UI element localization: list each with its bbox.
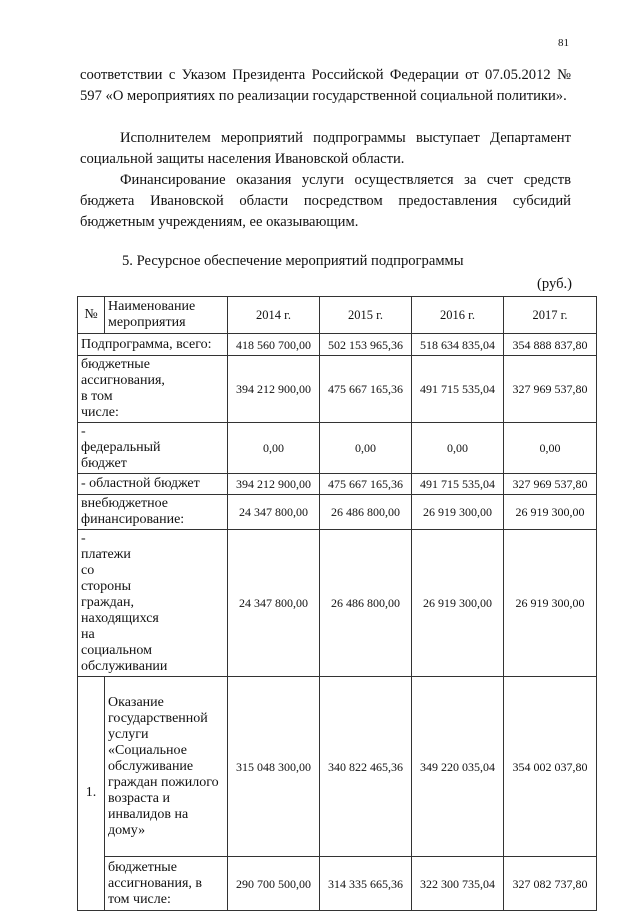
table-row bbox=[78, 495, 597, 530]
table-header-row bbox=[78, 297, 597, 334]
header-year: 2015 г. bbox=[320, 297, 412, 334]
cell-value: 315 048 300,00 bbox=[228, 677, 320, 857]
row-label-text: бюджетные ассигнования, в том числе: bbox=[81, 357, 165, 420]
cell-value: 327 969 537,80 bbox=[504, 474, 597, 495]
cell-value: 0,00 bbox=[320, 423, 412, 474]
paragraph: Финансирование оказания услуги осуществляется за счет средств бюджета Ивановской области посредством предоставления субсидий бюджетным учреждениям, ее оказывающим. bbox=[80, 172, 571, 230]
cell-value: 322 300 735,04 bbox=[412, 857, 504, 911]
currency-unit: (руб.) bbox=[537, 276, 573, 292]
cell-value: 24 347 800,00 bbox=[228, 495, 320, 530]
cell-value: 327 082 737,80 bbox=[504, 857, 597, 911]
cell-value: 24 347 800,00 bbox=[228, 530, 320, 677]
section-title: 5. Ресурсное обеспечение мероприятий подпрограммы bbox=[122, 253, 464, 269]
row-label bbox=[78, 530, 228, 677]
cell-value: 314 335 665,36 bbox=[320, 857, 412, 911]
table-row bbox=[78, 423, 597, 474]
cell-value: 518 634 835,04 bbox=[412, 334, 504, 356]
table-row bbox=[78, 530, 597, 677]
cell-value: 394 212 900,00 bbox=[228, 356, 320, 423]
paragraph: Исполнителем мероприятий подпрограммы выступает Департамент социальной защиты населения Ивановской области. bbox=[80, 130, 571, 167]
header-number: № bbox=[78, 297, 105, 334]
cell-value: 26 919 300,00 bbox=[412, 530, 504, 677]
cell-value: 26 919 300,00 bbox=[412, 495, 504, 530]
cell-value: 394 212 900,00 bbox=[228, 474, 320, 495]
cell-value: 26 919 300,00 bbox=[504, 495, 597, 530]
cell-value: 26 486 800,00 bbox=[320, 495, 412, 530]
cell-value: 26 486 800,00 bbox=[320, 530, 412, 677]
item-number bbox=[78, 677, 105, 911]
table-row bbox=[78, 857, 597, 911]
resource-table bbox=[77, 296, 597, 911]
cell-value: 502 153 965,36 bbox=[320, 334, 412, 356]
cell-value: 475 667 165,36 bbox=[320, 474, 412, 495]
row-label-text: внебюджетное финансирование: bbox=[81, 496, 185, 527]
item-number-text: 1. bbox=[85, 785, 97, 800]
cell-value: 327 969 537,80 bbox=[504, 356, 597, 423]
cell-value: 0,00 bbox=[412, 423, 504, 474]
cell-value: 354 002 037,80 bbox=[504, 677, 597, 857]
table-row bbox=[78, 474, 597, 495]
cell-value: 491 715 535,04 bbox=[412, 356, 504, 423]
row-label bbox=[78, 356, 228, 423]
table-row bbox=[78, 334, 597, 356]
cell-value: 418 560 700,00 bbox=[228, 334, 320, 356]
row-label: - областной бюджет bbox=[78, 474, 228, 495]
row-label bbox=[78, 423, 228, 474]
paragraph: соответствии с Указом Президента Российской Федерации от 07.05.2012 № 597 «О мероприятиях по реализации государственной социальной политики». bbox=[80, 67, 571, 104]
cell-value: 475 667 165,36 bbox=[320, 356, 412, 423]
row-label-text: - федеральный бюджет bbox=[81, 424, 161, 471]
cell-value: 491 715 535,04 bbox=[412, 474, 504, 495]
row-label: Подпрограмма, всего: bbox=[78, 334, 228, 356]
header-year: 2016 г. bbox=[412, 297, 504, 334]
row-label: бюджетные ассигнования, в том числе: bbox=[105, 857, 228, 911]
service-name: Оказание государственной услуги «Социальное обслуживание граждан пожилого возраста и инвалидов на дому» bbox=[105, 677, 228, 857]
header-year: 2014 г. bbox=[228, 297, 320, 334]
table-row bbox=[78, 356, 597, 423]
table-row bbox=[78, 677, 597, 857]
cell-value: 354 888 837,80 bbox=[504, 334, 597, 356]
cell-value: 349 220 035,04 bbox=[412, 677, 504, 857]
cell-value: 0,00 bbox=[228, 423, 320, 474]
row-label bbox=[78, 495, 228, 530]
header-name: Наименование мероприятия bbox=[105, 297, 228, 334]
cell-value: 0,00 bbox=[504, 423, 597, 474]
page-number: 81 bbox=[558, 37, 569, 49]
cell-value: 290 700 500,00 bbox=[228, 857, 320, 911]
row-label-text: - платежи со стороны граждан, находящихся на социальном обслуживании bbox=[81, 531, 168, 674]
cell-value: 26 919 300,00 bbox=[504, 530, 597, 677]
header-year: 2017 г. bbox=[504, 297, 597, 334]
cell-value: 340 822 465,36 bbox=[320, 677, 412, 857]
